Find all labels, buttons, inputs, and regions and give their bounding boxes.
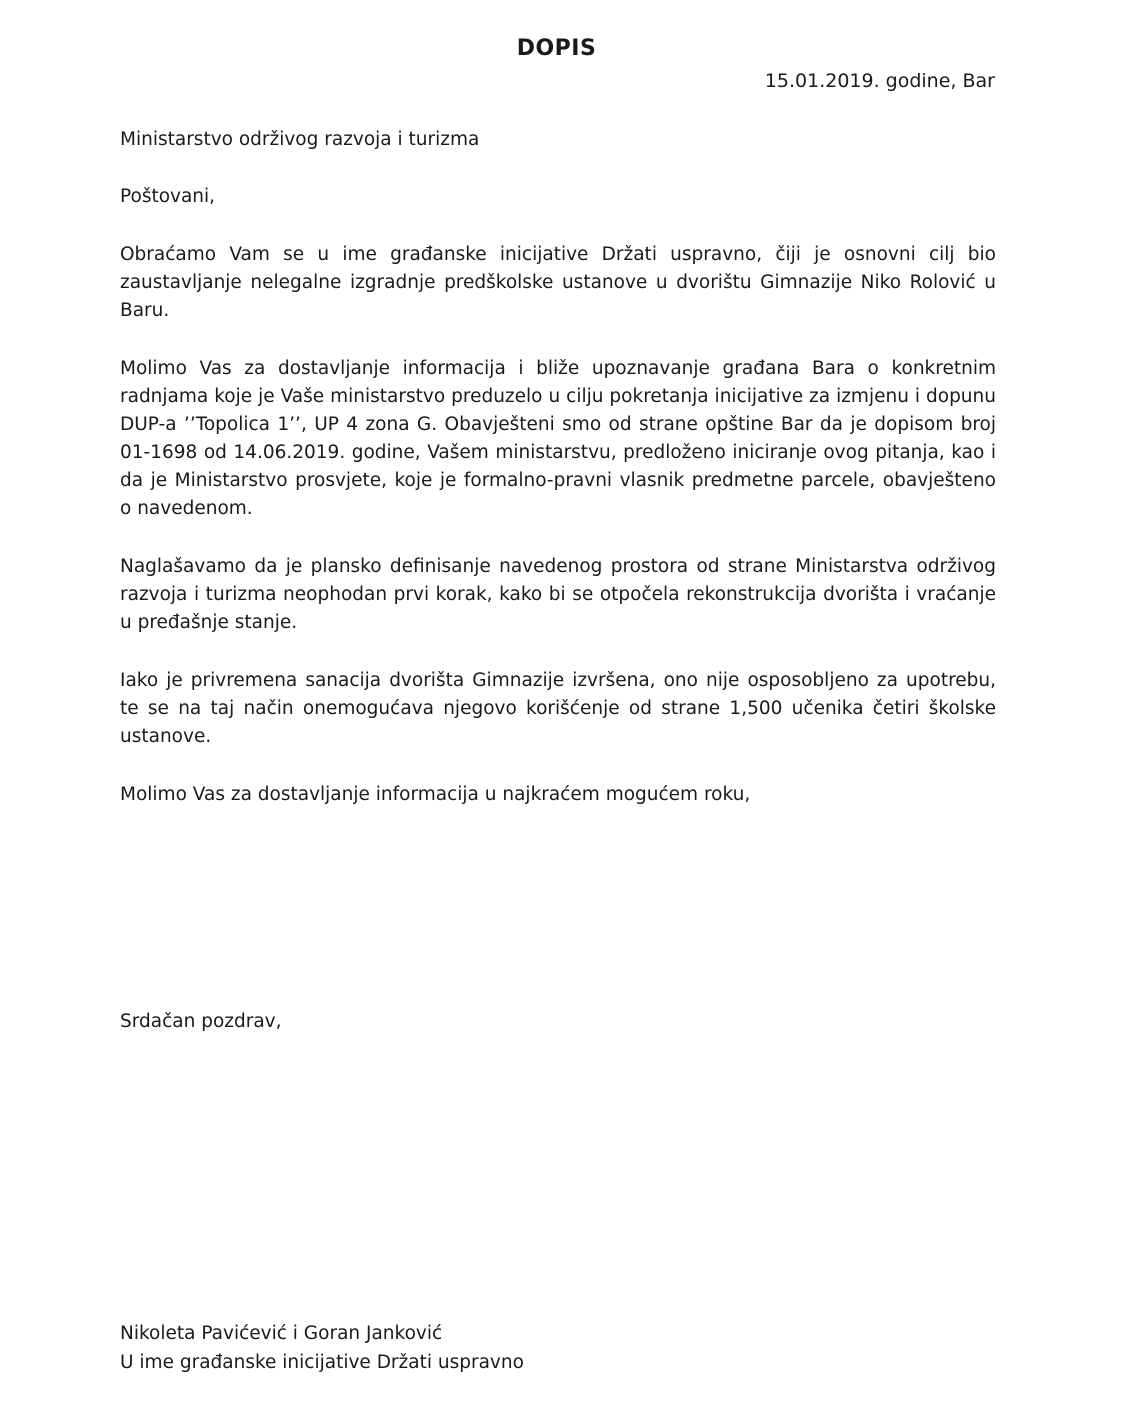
paragraph: Obraćamo Vam se u ime građanske inicijative Držati uspravno, čiji je osnovni cilj bio zaustavljanje nelegalne izgradnje predškolske ustanove u dvorištu Gimnazije Niko Rolović u Baru. [120, 244, 996, 321]
paragraph: Iako je privremena sanacija dvorišta Gimnazije izvršena, ono nije osposobljeno za upotrebu, te se na taj način onemogućava njegovo korišćenje od strane 1,500 učenika četiri školske ustanove. [120, 670, 996, 747]
paragraph: Molimo Vas za dostavljanje informacija i bliže upoznavanje građana Bara o konkretnim radnjama koje je Vaše ministarstvo preduzelo u cilju pokretanja inicijative za izmjenu i dopunu DUP-a ’’Topolica 1’’, UP 4 zona G. Obavješteni smo od strane opštine Bar da je dopisom broj 01-1698 od 14.06.2019. godine, Vašem ministarstvu, predloženo iniciranje ovog pitanja, kao i da je Ministarstvo prosvjete, koje je formalno-pravni vlasnik predmetne parcele, obavješteno o navedenom. [120, 358, 996, 519]
recipient: Ministarstvo održivog razvoja i turizma [120, 129, 480, 150]
paragraph: Molimo Vas za dostavljanje informacija u najkraćem mogućem roku, [120, 784, 751, 805]
document-title: DOPIS [516, 36, 597, 61]
signature-block [120, 1319, 996, 1377]
greeting: Poštovani, [120, 186, 216, 207]
signatory-names: Nikoleta Pavićević i Goran Janković [120, 1323, 443, 1344]
closing: Srdačan pozdrav, [120, 1011, 282, 1032]
paragraph: Naglašavamo da je plansko definisanje navedenog prostora od strane Ministarstva održivog razvoja i turizma neophodan prvi korak, kako bi se otpočela rekonstrukcija dvorišta i vraćanje u pređašnje stanje. [120, 556, 996, 633]
signatory-affiliation: U ime građanske inicijative Držati uspravno [120, 1352, 524, 1373]
date-place: 15.01.2019. godine, Bar [764, 70, 995, 92]
